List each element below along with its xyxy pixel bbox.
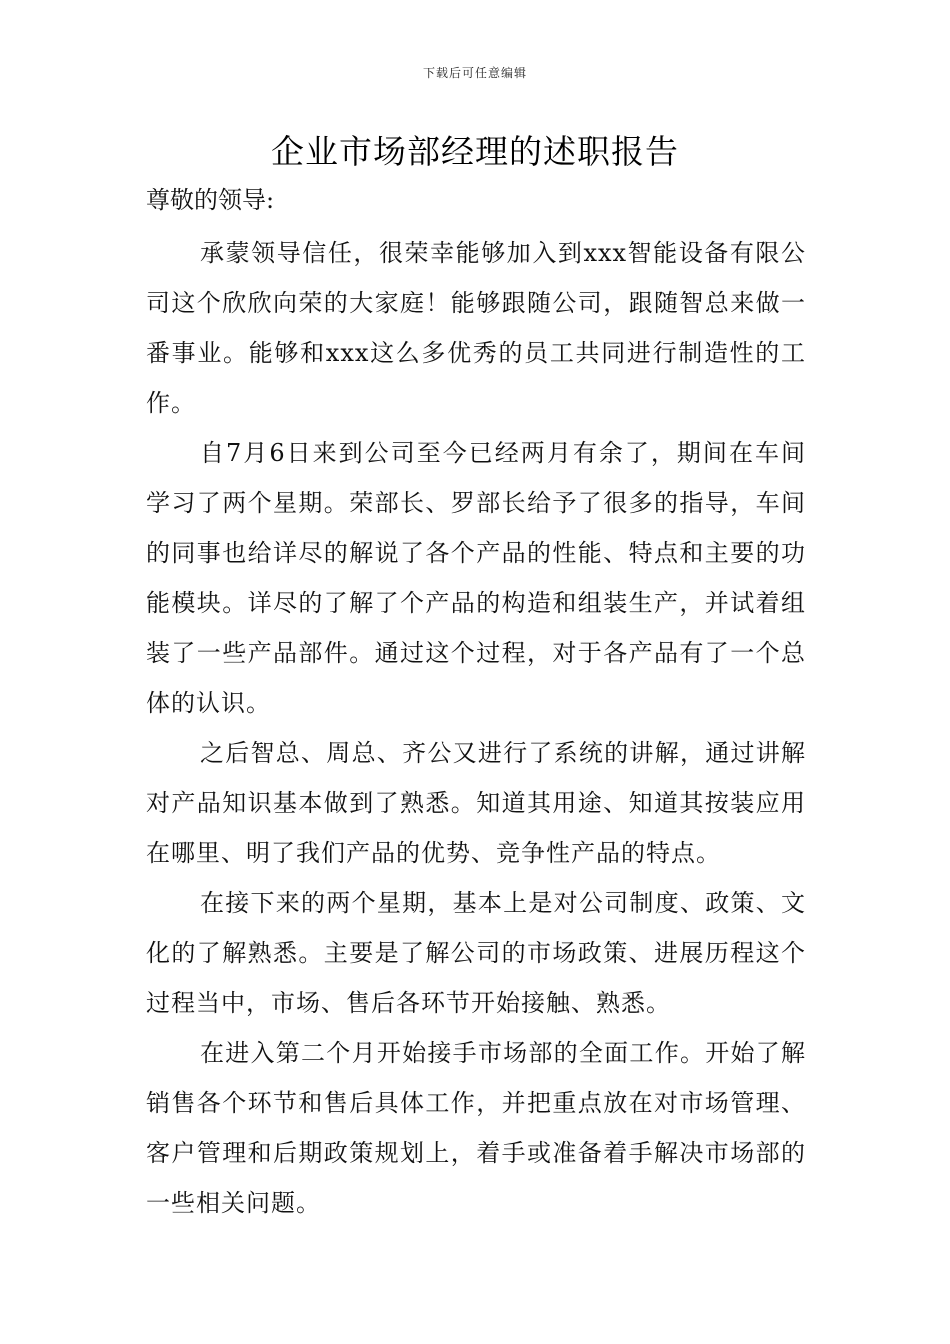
paragraph: 在进入第二个月开始接手市场部的全面工作。开始了解销售各个环节和售后具体工作，并把重点放在对市场管理、客户管理和后期政策规划上，着手或准备着手解决市场部的一些相关问题。 bbox=[146, 1039, 806, 1217]
paragraph: 在接下来的两个星期，基本上是对公司制度、政策、文化的了解熟悉。主要是了解公司的市场政策、进展历程这个过程当中，市场、售后各环节开始接触、熟悉。 bbox=[146, 889, 806, 1017]
document-title: 企业市场部经理的述职报告 bbox=[271, 132, 679, 171]
paragraph: 自7月6日来到公司至今已经两月有余了，期间在车间学习了两个星期。荣部长、罗部长给予了很多的指导，车间的同事也给详尽的解说了各个产品的性能、特点和主要的功能模块。详尽的了解了个产品的构造和组装生产，并试着组装了一些产品部件。通过这个过程，对于各产品有了一个总体的认识。 bbox=[146, 439, 806, 717]
paragraph: 承蒙领导信任，很荣幸能够加入到xxx智能设备有限公司这个欣欣向荣的大家庭！能够跟随公司，跟随智总来做一番事业。能够和xxx这么多优秀的员工共同进行制造性的工作。 bbox=[146, 239, 806, 417]
paragraph: 之后智总、周总、齐公又进行了系统的讲解，通过讲解对产品知识基本做到了熟悉。知道其用途、知道其按装应用在哪里、明了我们产品的优势、竞争性产品的特点。 bbox=[146, 739, 806, 867]
document-body bbox=[146, 228, 806, 1228]
header-note: 下载后可任意编辑 bbox=[422, 66, 527, 80]
salutation: 尊敬的领导: bbox=[146, 186, 275, 214]
